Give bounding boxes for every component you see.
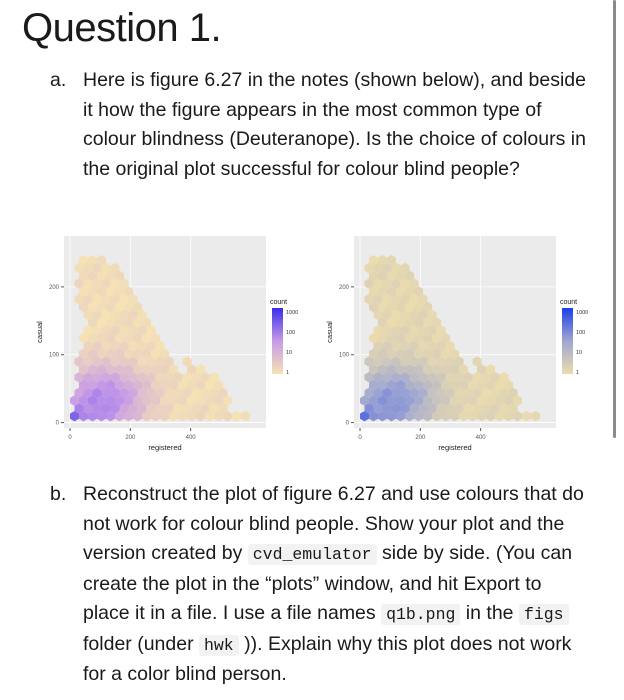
item-text-b: [83, 480, 593, 690]
legend-label: 100: [286, 330, 296, 336]
code-hwk: hwk: [199, 635, 239, 656]
item-b-text-1: Reconstruct the plot of figure 6.27 and use colours that do not work for colour blind people. Show your plot and the version created by: [83, 483, 584, 564]
item-b-text-3: in the: [460, 602, 519, 624]
legend-title: count: [270, 299, 288, 306]
x-tick-label: 200: [415, 435, 426, 441]
figure-deuteranope: [318, 228, 608, 468]
scrollbar[interactable]: [613, 0, 616, 438]
legend-label: 100: [576, 330, 586, 336]
page-title: Question 1.: [22, 6, 222, 50]
x-tick-label: 200: [125, 435, 136, 441]
legend-label: 10: [286, 350, 293, 356]
x-axis-label: registered: [148, 443, 182, 452]
x-tick-label: 400: [475, 435, 486, 441]
legend-label: 1000: [576, 310, 589, 316]
y-tick-label: 0: [345, 420, 349, 427]
x-axis-label: registered: [438, 443, 472, 452]
item-text-a: Here is figure 6.27 in the notes (shown below), and beside it how the figure appears in the most common type of colour blindness (Deuteranope). Is the choice of colours in the original plot successful for colour blind people?: [83, 69, 586, 180]
legend-label: 1: [286, 370, 290, 376]
figure-original: [28, 228, 318, 468]
legend-colorbar: [562, 308, 573, 374]
legend-label: 1: [576, 370, 580, 376]
legend-title: count: [560, 299, 578, 306]
item-b-text-2: side by side. (You can create the plot in the “plots” window, and hit Export to place it in a file. I use a file names: [83, 542, 573, 624]
item-marker-a: a.: [50, 69, 67, 91]
legend-label: 10: [576, 350, 583, 356]
y-tick-label: 200: [48, 284, 59, 291]
y-tick-label: 200: [338, 284, 349, 291]
y-axis-label: casual: [35, 321, 44, 343]
y-axis-label: casual: [325, 321, 334, 343]
item-marker-b: b.: [50, 483, 67, 505]
item-b-text-5: )). Explain why this plot does not work for a color blind person.: [83, 632, 572, 685]
code-q1b-png: q1b.png: [381, 604, 460, 625]
code-cvd-emulator: cvd_emulator: [248, 544, 377, 565]
x-tick-label: 0: [68, 435, 72, 441]
hexbin-plot-original: [28, 228, 318, 468]
code-figs: figs: [519, 604, 569, 625]
legend-colorbar: [272, 308, 283, 374]
item-b-text-4: folder (under: [83, 632, 199, 655]
x-tick-label: 0: [358, 435, 362, 441]
y-tick-label: 100: [338, 352, 349, 359]
x-tick-label: 400: [185, 435, 196, 441]
y-tick-label: 0: [55, 420, 59, 427]
hexbin-plot-deuteranope: [318, 228, 608, 468]
y-tick-label: 100: [48, 352, 59, 359]
legend-label: 1000: [286, 310, 299, 316]
